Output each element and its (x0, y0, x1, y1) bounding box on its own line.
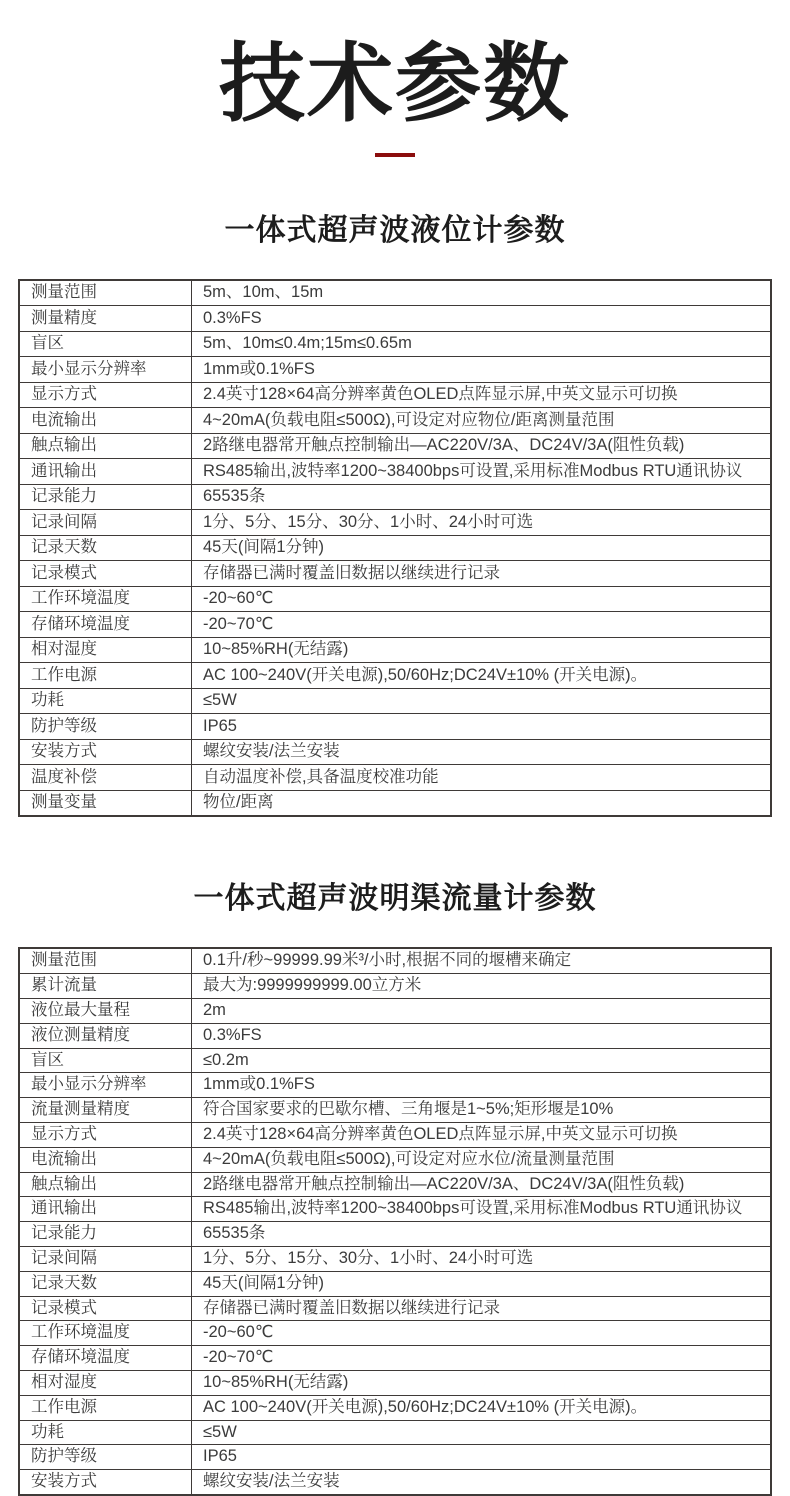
param-name-cell: 累计流量 (19, 974, 192, 999)
table-row (19, 765, 771, 791)
param-value-cell: 符合国家要求的巴歇尔槽、三角堰是1~5%;矩形堰是10% (192, 1098, 772, 1123)
table-row (19, 688, 771, 714)
param-name-cell: 测量范围 (19, 280, 192, 306)
param-name-cell: 安装方式 (19, 739, 192, 765)
param-value-cell: 物位/距离 (192, 790, 772, 816)
param-name-cell: 测量精度 (19, 306, 192, 332)
param-value-cell: 2路继电器常开触点控制输出—AC220V/3A、DC24V/3A(阻性负载) (192, 1172, 772, 1197)
table-row (19, 612, 771, 638)
param-value-cell: 65535条 (192, 1222, 772, 1247)
table-row (19, 1073, 771, 1098)
section-flow-meter (0, 873, 790, 1496)
param-value-cell: ≤5W (192, 688, 772, 714)
param-value-cell: 1分、5分、15分、30分、1小时、24小时可选 (192, 510, 772, 536)
section-heading-flow-meter: 一体式超声波明渠流量计参数 (193, 882, 597, 916)
param-value-cell: 存储器已满时覆盖旧数据以继续进行记录 (192, 1296, 772, 1321)
param-name-cell: 流量测量精度 (19, 1098, 192, 1123)
param-value-cell: 65535条 (192, 484, 772, 510)
table-row (19, 974, 771, 999)
table-row (19, 790, 771, 816)
param-name-cell: 记录能力 (19, 1222, 192, 1247)
table-row (19, 1321, 771, 1346)
table-row (19, 1370, 771, 1395)
table-row (19, 1395, 771, 1420)
param-name-cell: 相对湿度 (19, 637, 192, 663)
param-value-cell: RS485输出,波特率1200~38400bps可设置,采用标准Modbus RTU通讯协议 (192, 459, 772, 485)
table-row (19, 1271, 771, 1296)
table-row (19, 382, 771, 408)
param-name-cell: 工作电源 (19, 663, 192, 689)
table-row (19, 586, 771, 612)
param-value-cell: AC 100~240V(开关电源),50/60Hz;DC24V±10% (开关电源)。 (192, 1395, 772, 1420)
param-value-cell: 0.3%FS (192, 306, 772, 332)
param-value-cell: 4~20mA(负载电阻≤500Ω),可设定对应水位/流量测量范围 (192, 1147, 772, 1172)
param-name-cell: 液位最大量程 (19, 998, 192, 1023)
param-value-cell: -20~60℃ (192, 1321, 772, 1346)
param-value-cell: 4~20mA(负载电阻≤500Ω),可设定对应物位/距离测量范围 (192, 408, 772, 434)
table-row (19, 714, 771, 740)
param-name-cell: 记录间隔 (19, 1246, 192, 1271)
param-name-cell: 记录天数 (19, 535, 192, 561)
table-row (19, 1346, 771, 1371)
param-name-cell: 存储环境温度 (19, 1346, 192, 1371)
title-underline-accent (375, 153, 415, 157)
section-heading-level-meter: 一体式超声波液位计参数 (224, 213, 566, 247)
param-name-cell: 相对湿度 (19, 1370, 192, 1395)
table-row (19, 306, 771, 332)
param-name-cell: 记录能力 (19, 484, 192, 510)
param-name-cell: 温度补偿 (19, 765, 192, 791)
table-row (19, 1048, 771, 1073)
param-name-cell: 盲区 (19, 331, 192, 357)
param-value-cell: 5m、10m、15m (192, 280, 772, 306)
param-value-cell: 45天(间隔1分钟) (192, 1271, 772, 1296)
param-name-cell: 功耗 (19, 688, 192, 714)
param-value-cell: -20~70℃ (192, 1346, 772, 1371)
table-row (19, 331, 771, 357)
param-value-cell: 0.1升/秒~99999.99米³/小时,根据不同的堰槽来确定 (192, 948, 772, 973)
param-name-cell: 触点输出 (19, 1172, 192, 1197)
param-value-cell: 10~85%RH(无结露) (192, 637, 772, 663)
table-row (19, 998, 771, 1023)
table-row (19, 561, 771, 587)
param-name-cell: 工作环境温度 (19, 1321, 192, 1346)
param-name-cell: 测量变量 (19, 790, 192, 816)
table-row (19, 510, 771, 536)
param-name-cell: 工作电源 (19, 1395, 192, 1420)
table-row (19, 535, 771, 561)
param-value-cell: AC 100~240V(开关电源),50/60Hz;DC24V±10% (开关电源)。 (192, 663, 772, 689)
param-name-cell: 盲区 (19, 1048, 192, 1073)
param-name-cell: 测量范围 (19, 948, 192, 973)
table-row (19, 1098, 771, 1123)
param-value-cell: 存储器已满时覆盖旧数据以继续进行记录 (192, 561, 772, 587)
param-value-cell: 45天(间隔1分钟) (192, 535, 772, 561)
param-name-cell: 触点输出 (19, 433, 192, 459)
param-value-cell: 2.4英寸128×64高分辨率黄色OLED点阵显示屏,中英文显示可切换 (192, 1122, 772, 1147)
table-row (19, 484, 771, 510)
param-value-cell: IP65 (192, 1445, 772, 1470)
spec-table-level-meter (18, 279, 772, 818)
table-row (19, 1296, 771, 1321)
table-row (19, 1197, 771, 1222)
param-name-cell: 最小显示分辨率 (19, 1073, 192, 1098)
table-row (19, 408, 771, 434)
param-name-cell: 记录模式 (19, 561, 192, 587)
param-name-cell: 电流输出 (19, 408, 192, 434)
table-row (19, 1420, 771, 1445)
param-name-cell: 最小显示分辨率 (19, 357, 192, 383)
param-name-cell: 通讯输出 (19, 459, 192, 485)
param-value-cell: 0.3%FS (192, 1023, 772, 1048)
param-value-cell: -20~70℃ (192, 612, 772, 638)
table-row (19, 1445, 771, 1470)
table-row (19, 663, 771, 689)
param-name-cell: 防护等级 (19, 1445, 192, 1470)
param-value-cell: IP65 (192, 714, 772, 740)
table-row (19, 1023, 771, 1048)
table-row (19, 280, 771, 306)
param-value-cell: ≤5W (192, 1420, 772, 1445)
param-name-cell: 记录模式 (19, 1296, 192, 1321)
table-row (19, 739, 771, 765)
param-name-cell: 显示方式 (19, 1122, 192, 1147)
page-title: 技术参数 (219, 36, 571, 132)
param-value-cell: RS485输出,波特率1200~38400bps可设置,采用标准Modbus RTU通讯协议 (192, 1197, 772, 1222)
param-value-cell: 1mm或0.1%FS (192, 357, 772, 383)
param-name-cell: 安装方式 (19, 1470, 192, 1495)
param-value-cell: 自动温度补偿,具备温度校准功能 (192, 765, 772, 791)
section-level-meter (0, 205, 790, 818)
table-row (19, 357, 771, 383)
table-row (19, 1246, 771, 1271)
param-name-cell: 记录间隔 (19, 510, 192, 536)
table-row (19, 1122, 771, 1147)
param-value-cell: 5m、10m≤0.4m;15m≤0.65m (192, 331, 772, 357)
table-row (19, 459, 771, 485)
param-value-cell: 2m (192, 998, 772, 1023)
table-row (19, 433, 771, 459)
spec-table-flow-meter (18, 947, 772, 1496)
param-value-cell: 螺纹安装/法兰安装 (192, 739, 772, 765)
table-row (19, 637, 771, 663)
param-name-cell: 通讯输出 (19, 1197, 192, 1222)
param-name-cell: 记录天数 (19, 1271, 192, 1296)
param-value-cell: 最大为:9999999999.00立方米 (192, 974, 772, 999)
param-value-cell: 螺纹安装/法兰安装 (192, 1470, 772, 1495)
param-name-cell: 功耗 (19, 1420, 192, 1445)
table-row (19, 1222, 771, 1247)
table-row (19, 948, 771, 973)
param-value-cell: 2.4英寸128×64高分辨率黄色OLED点阵显示屏,中英文显示可切换 (192, 382, 772, 408)
table-row (19, 1470, 771, 1495)
param-value-cell: 1mm或0.1%FS (192, 1073, 772, 1098)
param-value-cell: ≤0.2m (192, 1048, 772, 1073)
param-name-cell: 液位测量精度 (19, 1023, 192, 1048)
param-name-cell: 工作环境温度 (19, 586, 192, 612)
param-value-cell: 10~85%RH(无结露) (192, 1370, 772, 1395)
param-value-cell: 2路继电器常开触点控制输出—AC220V/3A、DC24V/3A(阻性负载) (192, 433, 772, 459)
param-value-cell: -20~60℃ (192, 586, 772, 612)
param-value-cell: 1分、5分、15分、30分、1小时、24小时可选 (192, 1246, 772, 1271)
param-name-cell: 显示方式 (19, 382, 192, 408)
table-row (19, 1172, 771, 1197)
param-name-cell: 存储环境温度 (19, 612, 192, 638)
table-row (19, 1147, 771, 1172)
param-name-cell: 防护等级 (19, 714, 192, 740)
param-name-cell: 电流输出 (19, 1147, 192, 1172)
